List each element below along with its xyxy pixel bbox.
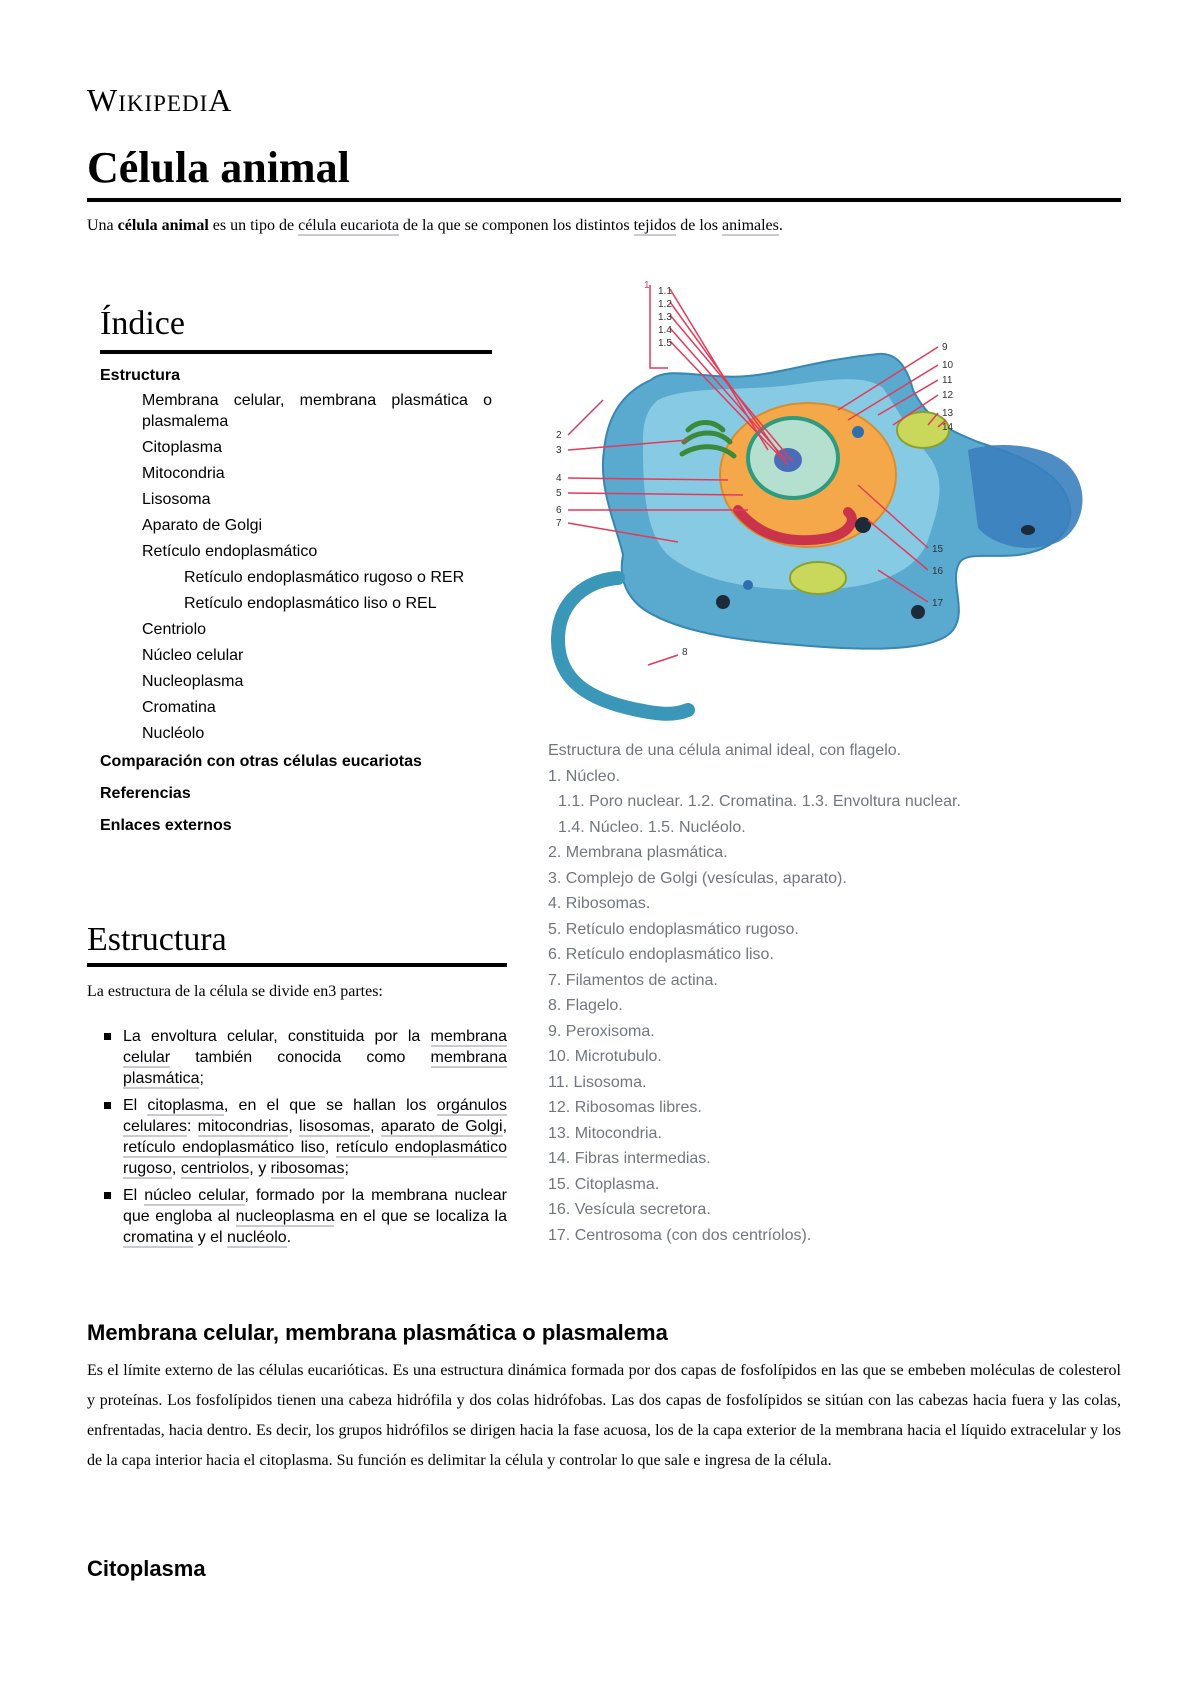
vesicle-shape xyxy=(911,605,925,619)
toc-title: Índice xyxy=(100,305,185,342)
figure-label: 6 xyxy=(556,505,562,516)
link-nucleo-celular[interactable]: núcleo celular xyxy=(144,1187,245,1204)
bullet-icon xyxy=(104,1192,111,1199)
figure-label: 9 xyxy=(942,342,948,353)
figure-label: 1.3 xyxy=(658,312,672,323)
toc-item-comparacion[interactable]: Comparación con otras células eucariotas xyxy=(100,753,422,770)
vesicle-shape xyxy=(855,517,871,533)
figure-label: 1.2 xyxy=(658,299,672,310)
intro-bold-term: célula animal xyxy=(117,217,209,234)
lysosome-shape xyxy=(743,580,753,590)
title-divider xyxy=(87,198,1121,202)
caption-line: 12. Ribosomas libres. xyxy=(548,1099,702,1116)
caption-line: 3. Complejo de Golgi (vesículas, aparato). xyxy=(548,869,847,887)
caption-line: 10. Microtubulo. xyxy=(548,1048,662,1065)
link-aparato-golgi[interactable]: aparato de Golgi xyxy=(380,1118,503,1135)
caption-line: 1.4. Núcleo. 1.5. Nucléolo. xyxy=(558,818,746,836)
figure-label: 3 xyxy=(556,445,562,456)
figure-label: 16 xyxy=(932,566,944,577)
caption-line: 15. Citoplasma. xyxy=(548,1175,660,1193)
figure-label: 13 xyxy=(942,408,954,419)
caption-line: 6. Retículo endoplasmático liso. xyxy=(548,946,774,963)
figure-label: 4 xyxy=(556,473,562,484)
link-reticulo-rugoso[interactable]: retículo endoplasmático rugoso xyxy=(123,1139,507,1177)
toc-item-cromatina[interactable]: Cromatina xyxy=(142,699,216,716)
caption-line: 8. Flagelo. xyxy=(548,997,623,1014)
table-of-contents xyxy=(100,304,492,848)
toc-item-membrana[interactable]: Membrana celular, membrana plasmática o plasmalema xyxy=(142,392,492,430)
link-citoplasma[interactable]: citoplasma xyxy=(147,1097,224,1114)
bullet-icon xyxy=(104,1033,111,1040)
link-reticulo-liso[interactable]: retículo endoplasmático liso xyxy=(123,1139,325,1156)
caption-line: 11. Lisosoma. xyxy=(548,1073,647,1091)
caption-line: 14. Fibras intermedias. xyxy=(548,1150,711,1167)
section-heading-citoplasma: Citoplasma xyxy=(87,1556,206,1581)
caption-line: 1. Núcleo. xyxy=(548,767,621,785)
link-membrana-celular[interactable]: membrana celular xyxy=(123,1028,507,1066)
logo-letters: IKIPEDI xyxy=(118,91,209,116)
link-membrana-plasmatica[interactable]: membrana plasmática xyxy=(123,1049,507,1087)
page-title: Célula animal xyxy=(87,143,350,192)
figure-caption xyxy=(548,738,1108,1248)
toc-item-enlaces[interactable]: Enlaces externos xyxy=(100,817,232,834)
link-lisosomas[interactable]: lisosomas xyxy=(299,1118,371,1135)
wikipedia-logo[interactable] xyxy=(87,82,232,119)
link-organulos[interactable]: orgánulos celulares xyxy=(123,1097,507,1135)
link-animales[interactable]: animales xyxy=(722,217,779,234)
caption-line: 1.1. Poro nuclear. 1.2. Cromatina. 1.3. Envoltura nuclear. xyxy=(558,793,961,810)
toc-item-mitocondria[interactable]: Mitocondria xyxy=(142,465,225,482)
toc-item-reticulo[interactable]: Retículo endoplasmático xyxy=(142,543,318,560)
figure-label: 7 xyxy=(556,518,562,529)
toc-item-aparato-golgi[interactable]: Aparato de Golgi xyxy=(142,517,263,534)
caption-line: Estructura de una célula animal ideal, con flagelo. xyxy=(548,742,902,759)
figure-label: 1 xyxy=(644,280,650,291)
toc-item-rel[interactable]: Retículo endoplasmático liso o REL xyxy=(184,595,437,612)
toc-item-estructura[interactable]: Estructura xyxy=(100,367,181,384)
link-centriolos[interactable]: centriolos xyxy=(180,1160,250,1177)
vesicle-shape xyxy=(716,595,730,609)
estructura-paragraph: La estructura de la célula se divide en3 partes: xyxy=(87,983,383,1000)
membrana-paragraph: Es el límite externo de las células eucarióticas. Es una estructura dinámica formada por dos capas de fosfolípidos en las que se embeben moléculas de colesterol y proteínas. Los fosfolípidos tienen una cabeza hidrófila y dos colas hidrófobas. Las dos capas de fosfolípidos se sitúan con las cabezas hacia fuera y las colas, enfrentadas, hacia dentro. Es decir, los grupos hidrófilos se dirigen hacia la fase acuosa, los de la capa exterior de la membrana hacia el líquido extracelular y los de la capa interior hacia el citoplasma. Su función es delimitar la célula y controlar lo que sale e ingresa de la célula. xyxy=(87,1362,1121,1469)
toc-list xyxy=(100,366,492,836)
toc-item-nucleolo[interactable]: Nucléolo xyxy=(142,725,205,742)
extension-dot-shape xyxy=(1021,525,1035,535)
caption-line: 5. Retículo endoplasmático rugoso. xyxy=(548,920,799,938)
figure-label: 8 xyxy=(682,647,688,658)
caption-line: 16. Vesícula secretora. xyxy=(548,1201,711,1218)
section-divider xyxy=(87,963,507,967)
section-heading-estructura: Estructura xyxy=(87,921,227,958)
list-item: El citoplasma, en el que se hallan los orgánulos celulares: mitocondrias, lisosomas, aparato de Golgi, retículo endoplasmático liso, retículo endoplasmático rugoso, centriolos, y ribosomas; xyxy=(100,1095,507,1179)
logo-letter-a: A xyxy=(208,82,233,118)
figure-label: 12 xyxy=(942,390,954,401)
parts-list xyxy=(100,1026,507,1254)
intro-paragraph: Una célula animal es un tipo de célula eucariota de la que se componen los distintos tejidos de los animales. xyxy=(87,217,783,234)
figure-label: 14 xyxy=(942,422,954,433)
list-item: El núcleo celular, formado por la membrana nuclear que engloba al nucleoplasma en el que se localiza la cromatina y el nucléolo. xyxy=(100,1185,507,1248)
cell-diagram xyxy=(548,280,1108,740)
link-tejidos[interactable]: tejidos xyxy=(633,217,677,234)
toc-divider xyxy=(100,350,492,354)
caption-line: 13. Mitocondria. xyxy=(548,1124,662,1142)
toc-item-citoplasma[interactable]: Citoplasma xyxy=(142,439,223,456)
toc-item-rer[interactable]: Retículo endoplasmático rugoso o RER xyxy=(184,569,465,586)
list-item: La envoltura celular, constituida por la membrana celular también conocida como membrana plasmática; xyxy=(100,1026,507,1089)
caption-line: 4. Ribosomas. xyxy=(548,895,651,912)
caption-line: 2. Membrana plasmática. xyxy=(548,844,728,861)
toc-item-referencias[interactable]: Referencias xyxy=(100,785,191,802)
figure-label: 5 xyxy=(556,488,562,499)
toc-item-lisosoma[interactable]: Lisosoma xyxy=(142,491,211,508)
cell-diagram-figure[interactable] xyxy=(548,280,1108,740)
figure-label: 11 xyxy=(942,375,953,386)
caption-line: 17. Centrosoma (con dos centríolos). xyxy=(548,1226,812,1244)
link-mitocondrias[interactable]: mitocondrias xyxy=(197,1118,289,1135)
figure-label: 1.4 xyxy=(658,325,672,336)
figure-label: 15 xyxy=(932,544,944,555)
figure-label: 1.1 xyxy=(658,286,672,297)
link-cromatina[interactable]: cromatina xyxy=(123,1229,194,1246)
link-celula-eucariota[interactable]: célula eucariota xyxy=(298,217,399,234)
section-heading-membrana: Membrana celular, membrana plasmática o plasmalema xyxy=(87,1320,668,1345)
lysosome-shape xyxy=(852,426,864,438)
link-nucleolo[interactable]: nucléolo xyxy=(227,1229,287,1246)
figure-label: 2 xyxy=(556,430,562,441)
figure-label: 17 xyxy=(932,598,944,609)
link-nucleoplasma[interactable]: nucleoplasma xyxy=(235,1208,335,1225)
figure-label: 1.5 xyxy=(658,338,672,349)
mitochondrion-shape xyxy=(790,562,846,594)
caption-line: 7. Filamentos de actina. xyxy=(548,971,718,989)
toc-item-nucleo[interactable]: Núcleo celular xyxy=(142,647,244,664)
figure-label: 10 xyxy=(942,360,954,371)
bullet-icon xyxy=(104,1102,111,1109)
toc-item-centriolo[interactable]: Centriolo xyxy=(142,621,207,638)
caption-line: 9. Peroxisoma. xyxy=(548,1022,655,1040)
logo-letter-w: W xyxy=(87,82,119,118)
toc-item-nucleoplasma[interactable]: Nucleoplasma xyxy=(142,673,244,690)
link-ribosomas[interactable]: ribosomas xyxy=(270,1160,345,1177)
